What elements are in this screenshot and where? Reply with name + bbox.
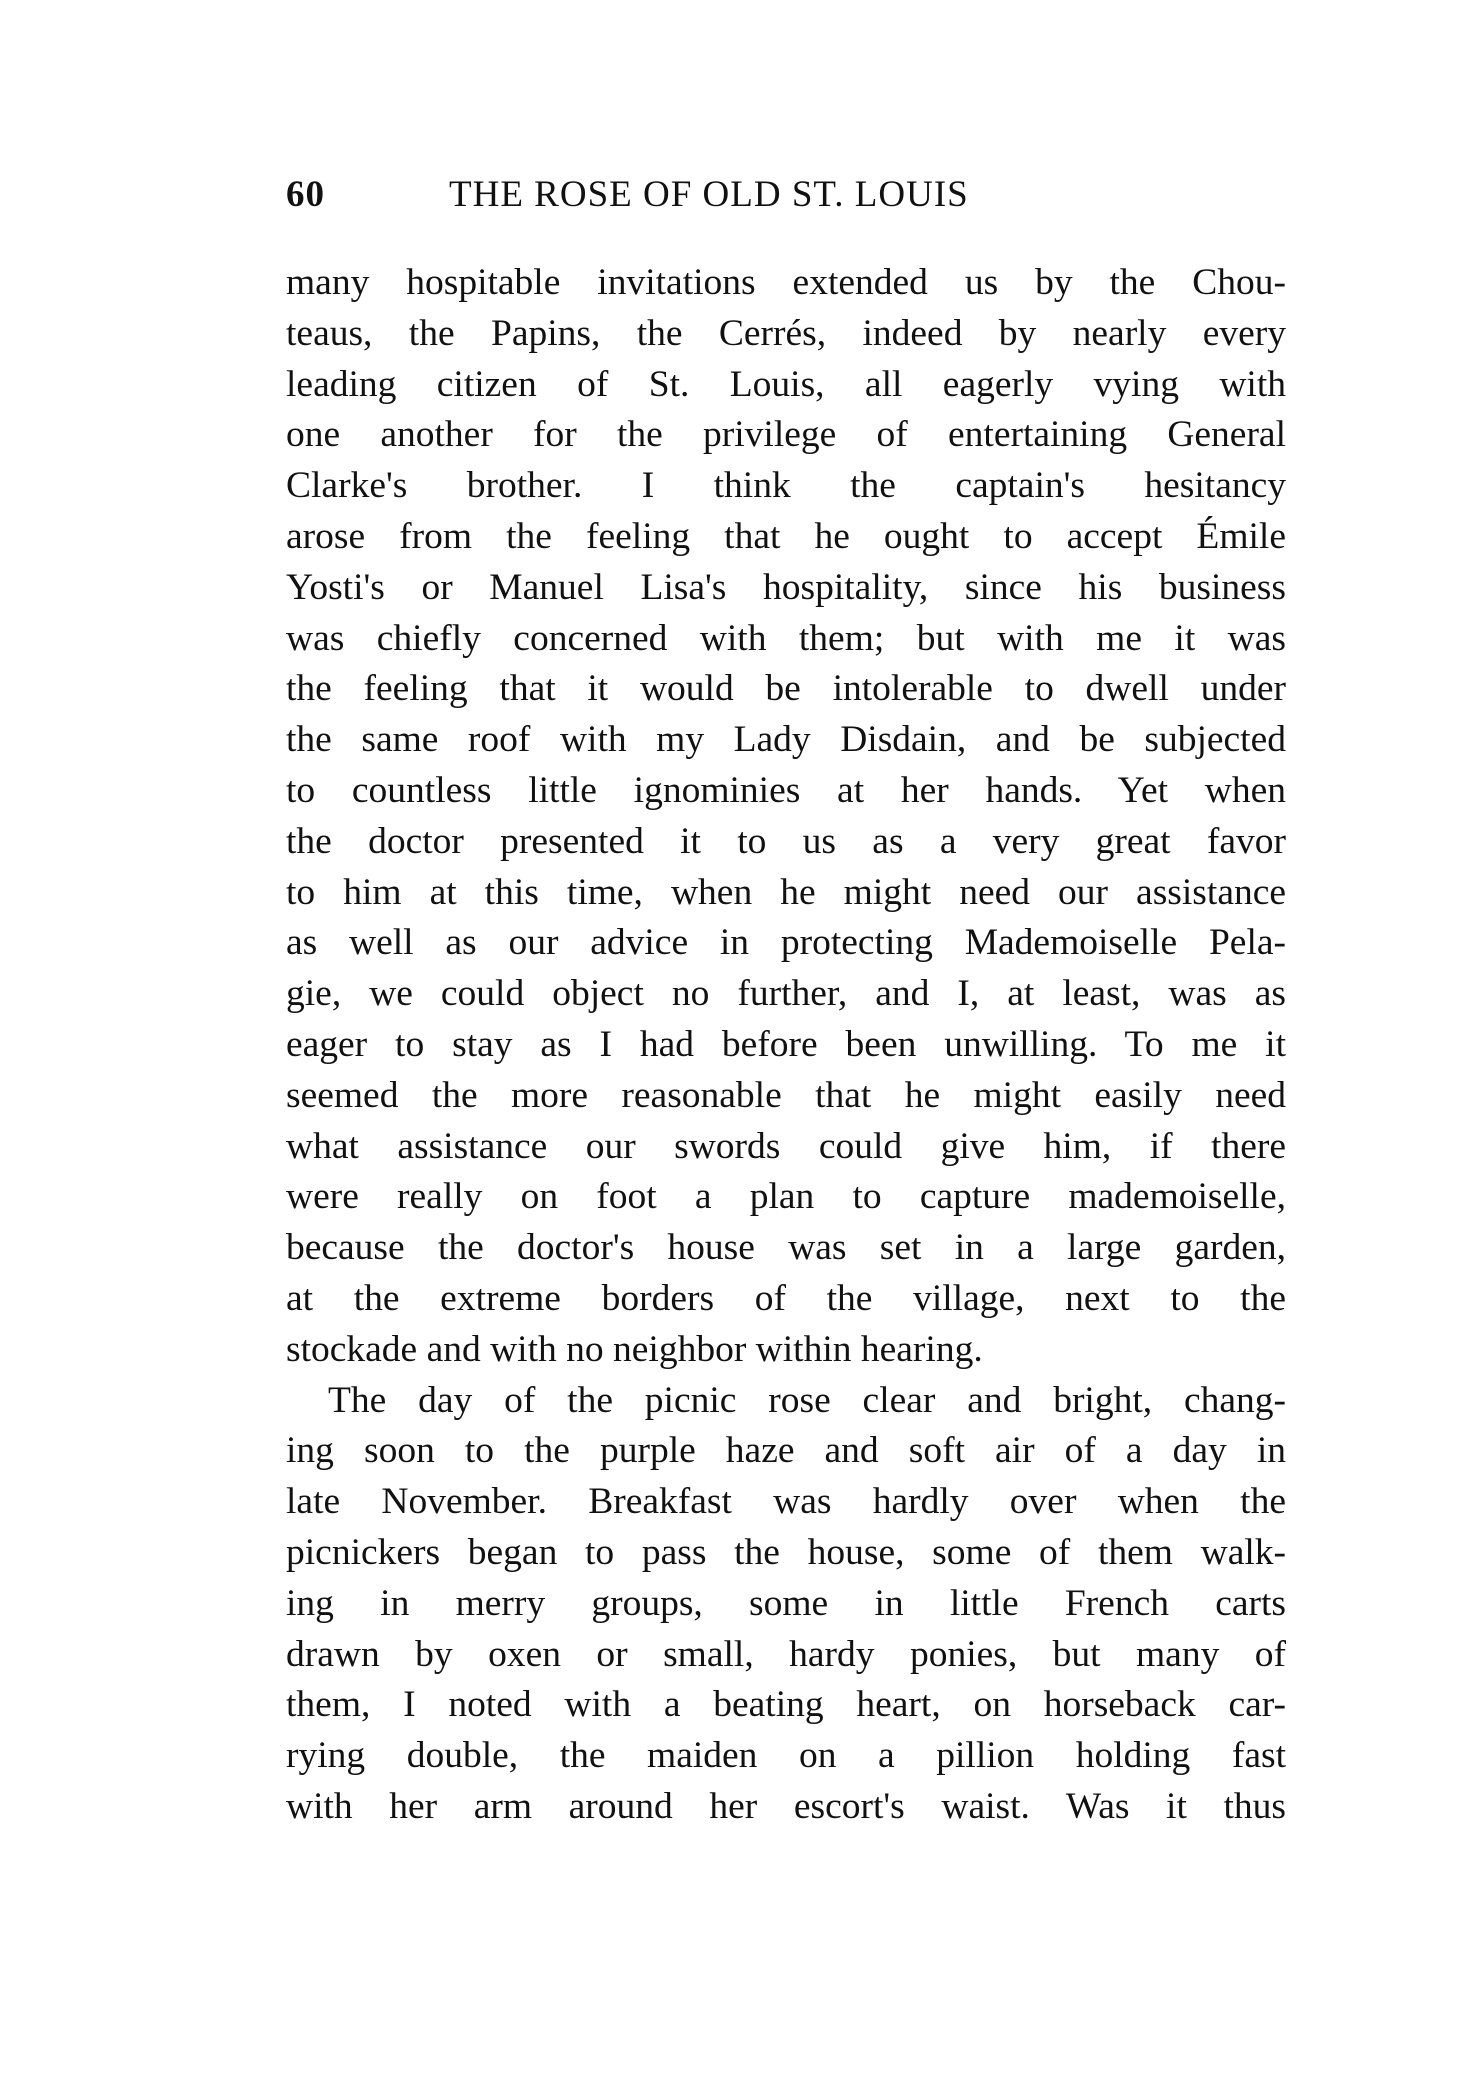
text-line: the doctor presented it to us as a very great favor [286, 820, 1286, 862]
text-line: stockade and with no neighbor within hearing. [286, 1328, 983, 1370]
text-line: The day of the picnic rose clear and bright, chang- [328, 1379, 1286, 1421]
text-line: was chiefly concerned with them; but with me it was [286, 617, 1286, 659]
running-head [286, 170, 1286, 220]
page-number: 60 [286, 174, 325, 215]
text-line: gie, we could object no further, and I, at least, was as [286, 973, 1286, 1015]
text-line: many hospitable invitations extended us by the Chou- [286, 262, 1286, 303]
paragraph [286, 1376, 1286, 1833]
text-line: the same roof with my Lady Disdain, and be subjected [286, 719, 1286, 761]
text-line: the feeling that it would be intolerable to dwell under [286, 668, 1286, 710]
text-line: leading citizen of St. Louis, all eagerly vying with [286, 363, 1286, 405]
text-line: to countless little ignominies at her hands. Yet when [286, 769, 1286, 811]
text-line: drawn by oxen or small, hardy ponies, but many of [286, 1633, 1286, 1675]
text-line: teaus, the Papins, the Cerrés, indeed by nearly every [286, 312, 1286, 354]
text-line: Yosti's or Manuel Lisa's hospitality, since his business [286, 566, 1286, 608]
running-title: THE ROSE OF OLD ST. LOUIS [449, 174, 969, 215]
text-line: what assistance our swords could give him, if there [286, 1125, 1286, 1167]
text-line: with her arm around her escort's waist. Was it thus [286, 1785, 1286, 1827]
body-text [286, 258, 1286, 1833]
text-line: late November. Breakfast was hardly over when the [286, 1481, 1286, 1523]
text-line: ing in merry groups, some in little French carts [286, 1582, 1286, 1624]
text-line: them, I noted with a beating heart, on horseback car- [286, 1684, 1286, 1726]
text-line: as well as our advice in protecting Mademoiselle Pela- [286, 922, 1286, 964]
text-line: at the extreme borders of the village, next to the [286, 1277, 1286, 1319]
text-line: rying double, the maiden on a pillion holding fast [286, 1735, 1286, 1777]
text-line: ing soon to the purple haze and soft air of a day in [286, 1430, 1286, 1472]
text-line: Clarke's brother. I think the captain's hesitancy [286, 465, 1286, 507]
text-line: arose from the feeling that he ought to accept Émile [286, 515, 1286, 557]
text-line: were really on foot a plan to capture mademoiselle, [286, 1176, 1286, 1218]
text-line: eager to stay as I had before been unwilling. To me it [286, 1023, 1286, 1065]
text-line: because the doctor's house was set in a large garden, [286, 1227, 1286, 1269]
text-line: one another for the privilege of entertaining General [286, 414, 1286, 456]
text-line: to him at this time, when he might need our assistance [286, 871, 1286, 913]
text-line: seemed the more reasonable that he might easily need [286, 1074, 1286, 1116]
text-line: picnickers began to pass the house, some of them walk- [286, 1531, 1286, 1573]
paragraph [286, 258, 1286, 1376]
